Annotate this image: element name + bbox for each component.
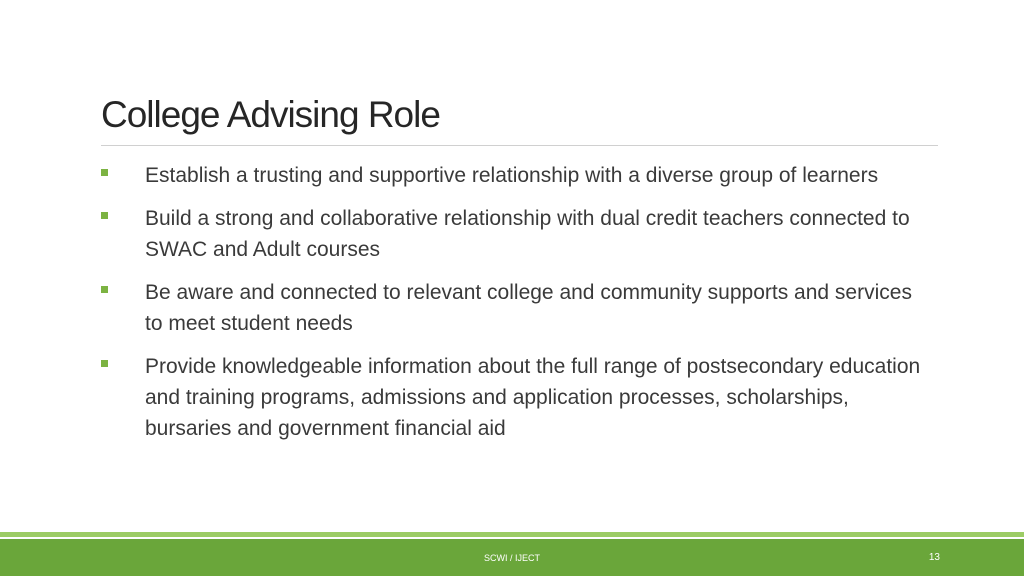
bullet-item	[101, 203, 931, 265]
square-bullet-icon	[101, 286, 108, 293]
bullet-text: Build a strong and collaborative relationship with dual credit teachers connected to SWAC and Adult courses	[145, 207, 910, 261]
footer-accent-line	[0, 532, 1024, 537]
title-divider	[101, 145, 938, 146]
bullet-item	[101, 277, 931, 339]
slide-title: College Advising Role	[101, 94, 440, 135]
bullet-text: Provide knowledgeable information about the full range of postsecondary education and training programs, admissions and application processes, scholarships, bursaries and government financial aid	[145, 355, 921, 440]
bullet-item	[101, 351, 931, 444]
footer-text: SCWI / IJECT	[484, 553, 540, 563]
bullet-item	[101, 160, 931, 191]
square-bullet-icon	[101, 169, 108, 176]
page-number: 13	[928, 552, 940, 563]
square-bullet-icon	[101, 360, 108, 367]
bullet-list	[101, 160, 931, 456]
bullet-text: Be aware and connected to relevant college and community supports and services to meet student needs	[145, 281, 912, 335]
bullet-text: Establish a trusting and supportive relationship with a diverse group of learners	[145, 164, 879, 187]
square-bullet-icon	[101, 212, 108, 219]
